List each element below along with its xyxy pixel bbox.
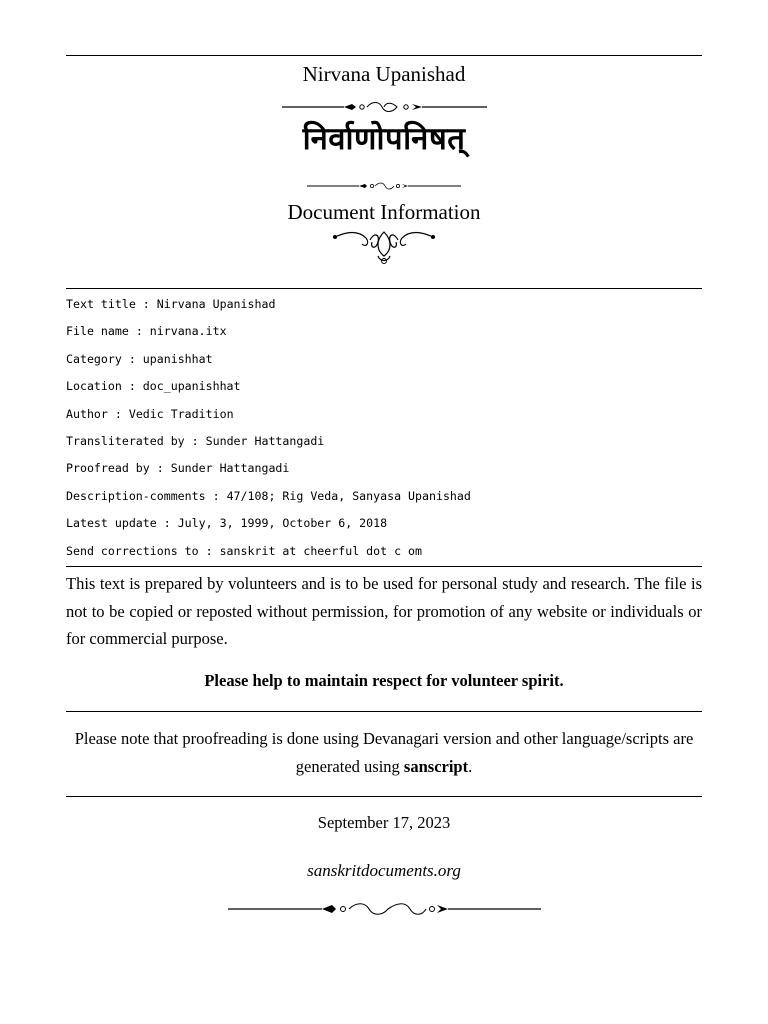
proofreading-period: .: [468, 756, 473, 776]
metadata-label: File name: [66, 324, 129, 339]
metadata-label: Location: [66, 379, 122, 394]
metadata-bottom-rule: [66, 566, 702, 567]
notice-rule: [66, 711, 702, 712]
metadata-label: Send corrections to: [66, 543, 199, 558]
metadata-label: Text title: [66, 297, 136, 311]
metadata-label: Category: [66, 351, 122, 366]
metadata-value: 47/108; Rig Veda, Sanyasa Upanishad: [226, 488, 471, 503]
metadata-row: [66, 378, 702, 405]
metadata-value: Nirvana Upanishad: [156, 297, 276, 311]
proofreading-rule: [66, 796, 702, 797]
metadata-label: Transliterated by: [66, 433, 185, 448]
metadata-row: [66, 488, 702, 515]
metadata-row: [66, 296, 702, 323]
separator: :: [128, 351, 136, 366]
metadata-row: [66, 433, 702, 460]
document-metadata-list: [66, 296, 702, 570]
separator: :: [135, 324, 143, 339]
proofreading-text: Please note that proofreading is done using Devanagari version and other language/scripts are generated using: [74, 729, 694, 776]
separator: :: [191, 433, 199, 448]
top-rule: [66, 55, 702, 56]
metadata-top-rule: [66, 288, 702, 289]
metadata-value: Vedic Tradition: [128, 406, 234, 421]
sanskrit-title: निर्वाणोपनिषत्: [302, 121, 466, 157]
metadata-value: Sunder Hattangadi: [205, 433, 325, 448]
proofreading-note: [66, 725, 702, 780]
separator: :: [142, 297, 150, 311]
metadata-row: [66, 323, 702, 350]
metadata-row: [66, 351, 702, 378]
volunteer-spirit-note: Please help to maintain respect for volunteer spirit.: [204, 671, 564, 690]
metadata-value: sanskrit at cheerful dot c om: [219, 543, 422, 558]
page-title: Nirvana Upanishad: [302, 62, 466, 86]
section-title: Document Information: [287, 200, 481, 224]
ornament-divider-icon: [282, 100, 487, 114]
metadata-value: Sunder Hattangadi: [170, 461, 290, 476]
metadata-value: July, 3, 1999, October 6, 2018: [177, 516, 388, 531]
ornament-divider-icon: [307, 180, 461, 192]
ornament-divider-icon: [228, 901, 541, 917]
sanscript-tool-name: sanscript: [403, 756, 469, 776]
separator: :: [163, 516, 171, 531]
metadata-row: [66, 406, 702, 433]
metadata-row: [66, 515, 702, 542]
separator: :: [128, 379, 136, 394]
separator: :: [212, 488, 220, 503]
fleuron-ornament-icon: [330, 226, 438, 266]
metadata-label: Author: [66, 406, 108, 421]
separator: :: [205, 543, 213, 558]
metadata-value: upanishhat: [142, 351, 213, 366]
separator: :: [114, 406, 122, 421]
metadata-row: [66, 460, 702, 487]
separator: :: [156, 461, 164, 476]
website-name: sanskritdocuments.org: [307, 861, 461, 880]
metadata-label: Latest update: [66, 516, 157, 531]
metadata-value: doc_upanishhat: [142, 379, 241, 394]
metadata-value: nirvana.itx: [149, 324, 227, 339]
publication-date: September 17, 2023: [317, 813, 451, 832]
metadata-label: Description-comments: [66, 488, 206, 503]
metadata-label: Proofread by: [66, 461, 150, 476]
volunteer-notice: This text is prepared by volunteers and is to be used for personal study and research. The file is not to be copied or reposted without permission, for promotion of any website or individuals or for commercial purpose.: [66, 574, 702, 648]
